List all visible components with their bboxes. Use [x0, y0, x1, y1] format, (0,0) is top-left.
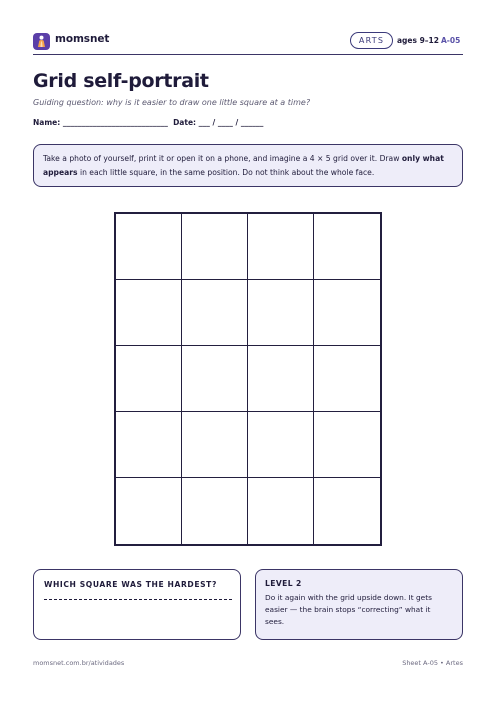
hardest-square-box	[33, 569, 241, 640]
grid-cell	[314, 412, 380, 478]
level-2-box	[255, 569, 463, 640]
grid-cell	[182, 214, 248, 280]
grid-cell	[248, 214, 314, 280]
grid-cell	[248, 346, 314, 412]
grid-cell	[248, 478, 314, 544]
instructions-emphasis: only what appears	[43, 154, 444, 177]
grid-cell	[182, 346, 248, 412]
page-title: Grid self-portrait	[33, 70, 209, 92]
instructions-text-2: in each little square, in the same position. Do not think about the whole face.	[77, 168, 375, 177]
grid-cell	[314, 346, 380, 412]
brand-name: momsnet	[55, 33, 110, 45]
guiding-question: Guiding question: why is it easier to draw one little square at a time?	[33, 98, 311, 107]
grid-cell	[116, 214, 182, 280]
grid-cell	[314, 478, 380, 544]
subject-badge: ARTS	[350, 32, 393, 49]
drawing-grid	[114, 212, 382, 546]
name-date-line: Name: ____________________________ Date: ___ / ____ / ______	[33, 118, 264, 127]
grid-cell	[182, 478, 248, 544]
age-range: ages 9–12	[397, 36, 439, 45]
grid-cell	[116, 280, 182, 346]
grid-cell	[182, 412, 248, 478]
grid-cell	[116, 478, 182, 544]
level-2-text: Do it again with the grid upside down. It gets easier — the brain stops “correcting” what it sees.	[265, 593, 432, 626]
footer-url: momsnet.com.br/atividades	[33, 659, 125, 667]
footer-sheet-label: Sheet A-05 • Artes	[402, 659, 463, 667]
grid-cell	[248, 280, 314, 346]
grid-cell	[314, 214, 380, 280]
instructions-box	[33, 144, 463, 187]
hardest-square-title: WHICH SQUARE WAS THE HARDEST?	[44, 580, 217, 589]
instructions-text-1: Take a photo of yourself, print it or open it on a phone, and imagine a 4 × 5 grid over it. Draw	[43, 154, 402, 163]
grid-cell	[182, 280, 248, 346]
grid-cell	[116, 346, 182, 412]
momsnet-logo-icon	[33, 33, 50, 50]
page-header	[33, 31, 463, 55]
grid-cell	[116, 412, 182, 478]
level-2-title: LEVEL 2	[265, 579, 302, 588]
sheet-code: A-05	[441, 36, 461, 45]
answer-line	[44, 599, 232, 600]
grid-cell	[248, 412, 314, 478]
grid-cell	[314, 280, 380, 346]
